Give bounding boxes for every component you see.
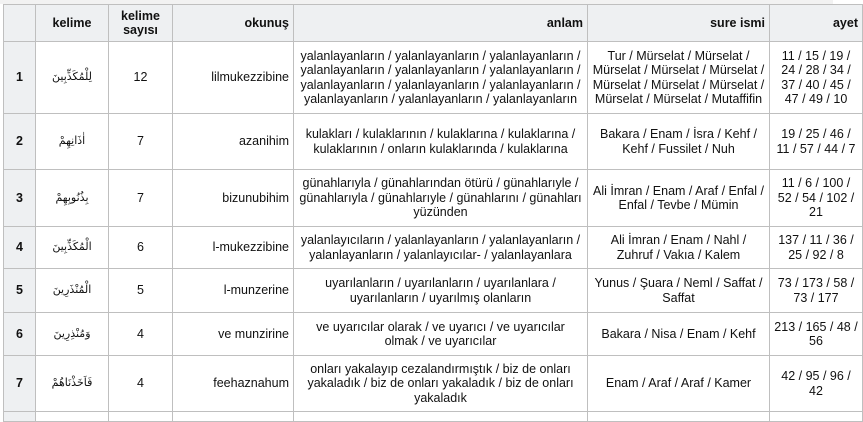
header-okunus: okunuş: [173, 5, 294, 42]
row-number: 6: [4, 313, 36, 356]
verse-numbers: 213 / 165 / 48 / 56: [770, 313, 863, 356]
pronunciation: l-mukezzibine: [173, 227, 294, 269]
table-row: [4, 114, 863, 170]
surah-names: Tur / Mürselat / Mürselat / Mürselat / Mürselat / Mürselat / Mürselat / Mürselat / Mürselat / Mürselat / Mürselat / Mutaffifin: [588, 42, 770, 114]
surah-names: Yunus / Şuara / Neml / Saffat / Saffat: [588, 269, 770, 313]
surah-names: [588, 412, 770, 422]
word-count: 12: [109, 42, 173, 114]
word-count: 7: [109, 170, 173, 227]
pronunciation: l-munzerine: [173, 269, 294, 313]
arabic-word: وَمُنْذِرِينَ: [36, 313, 109, 356]
table-row: [4, 170, 863, 227]
meaning: [294, 412, 588, 422]
pronunciation: bizunubihim: [173, 170, 294, 227]
verse-numbers: [770, 412, 863, 422]
pronunciation: lilmukezzibine: [173, 42, 294, 114]
word-count: 5: [109, 269, 173, 313]
row-number: 7: [4, 356, 36, 412]
arabic-word: لِلْمُكَذِّبِينَ: [36, 42, 109, 114]
verse-numbers: 11 / 6 / 100 / 52 / 54 / 102 / 21: [770, 170, 863, 227]
surah-names: Enam / Araf / Araf / Kamer: [588, 356, 770, 412]
row-number: 1: [4, 42, 36, 114]
surah-names: Bakara / Nisa / Enam / Kehf: [588, 313, 770, 356]
word-count: 4: [109, 313, 173, 356]
meaning: ve uyarıcılar olarak / ve uyarıcı / ve uyarıcılar olmak / ve uyarıcılar: [294, 313, 588, 356]
meaning: günahlarıyla / günahlarından ötürü / günahlarıyle / günahlarıyla / günahlarıyle / günahlarını / günahları yüzünden: [294, 170, 588, 227]
meaning: onları yakalayıp cezalandırmıştık / biz de onları yakaladık / biz de onları yakaladık / biz de onları yakaladık: [294, 356, 588, 412]
meaning: yalanlayanların / yalanlayanların / yalanlayanların / yalanlayanların / yalanlayanların / yalanlayanların / yalanlayanların / yalanlayanların / yalanlayanların / yalanlayanların / yalanlayanların / yalanlayanların: [294, 42, 588, 114]
word-count: [109, 412, 173, 422]
row-number: 3: [4, 170, 36, 227]
pronunciation: [173, 412, 294, 422]
header-ayet: ayet: [770, 5, 863, 42]
verse-numbers: 73 / 173 / 58 / 73 / 177: [770, 269, 863, 313]
verse-numbers: 137 / 11 / 36 / 25 / 92 / 8: [770, 227, 863, 269]
word-count: 7: [109, 114, 173, 170]
word-frequency-table: [3, 4, 863, 422]
arabic-word: اٰذَانِهِمْ: [36, 114, 109, 170]
arabic-word: الْمُكَذِّبِينَ: [36, 227, 109, 269]
row-number: 2: [4, 114, 36, 170]
header-row: [4, 5, 863, 42]
row-number: 5: [4, 269, 36, 313]
verse-numbers: 42 / 95 / 96 / 42: [770, 356, 863, 412]
word-count: 4: [109, 356, 173, 412]
surah-names: Ali İmran / Enam / Araf / Enfal / Enfal / Tevbe / Mümin: [588, 170, 770, 227]
header-anlam: anlam: [294, 5, 588, 42]
arabic-word: بِذُنُوبِهِمْ: [36, 170, 109, 227]
surah-names: Bakara / Enam / İsra / Kehf / Kehf / Fussilet / Nuh: [588, 114, 770, 170]
table-row: [4, 356, 863, 412]
header-kelime: kelime: [36, 5, 109, 42]
header-index: [4, 5, 36, 42]
pronunciation: feehaznahum: [173, 356, 294, 412]
pronunciation: azanihim: [173, 114, 294, 170]
verse-numbers: 11 / 15 / 19 / 24 / 28 / 34 / 37 / 40 / 45 / 47 / 49 / 10: [770, 42, 863, 114]
word-count: 6: [109, 227, 173, 269]
row-number: 4: [4, 227, 36, 269]
arabic-word: الْمُنْذَرِينَ: [36, 269, 109, 313]
header-sure-ismi: sure ismi: [588, 5, 770, 42]
pronunciation: ve munzirine: [173, 313, 294, 356]
table-row: [4, 42, 863, 114]
meaning: yalanlayıcıların / yalanlayanların / yalanlayanların / yalanlayanların / yalanlayıcılar- / yalanlayanlara: [294, 227, 588, 269]
arabic-word: فَاَخَذْنَاهُمْ: [36, 356, 109, 412]
row-number: [4, 412, 36, 422]
table-row: [4, 313, 863, 356]
arabic-word: [36, 412, 109, 422]
verse-numbers: 19 / 25 / 46 / 11 / 57 / 44 / 7: [770, 114, 863, 170]
meaning: uyarılanların / uyarılanların / uyarılanlara / uyarılanların / uyarılmış olanların: [294, 269, 588, 313]
header-kelime-sayisi: kelime sayısı: [109, 5, 173, 42]
meaning: kulakları / kulaklarının / kulaklarına / kulaklarına / kulaklarının / onların kulaklarında / kulaklarına: [294, 114, 588, 170]
table-row: [4, 227, 863, 269]
surah-names: Ali İmran / Enam / Nahl / Zuhruf / Vakıa / Kalem: [588, 227, 770, 269]
table-row-partial: [4, 412, 863, 422]
table-row: [4, 269, 863, 313]
